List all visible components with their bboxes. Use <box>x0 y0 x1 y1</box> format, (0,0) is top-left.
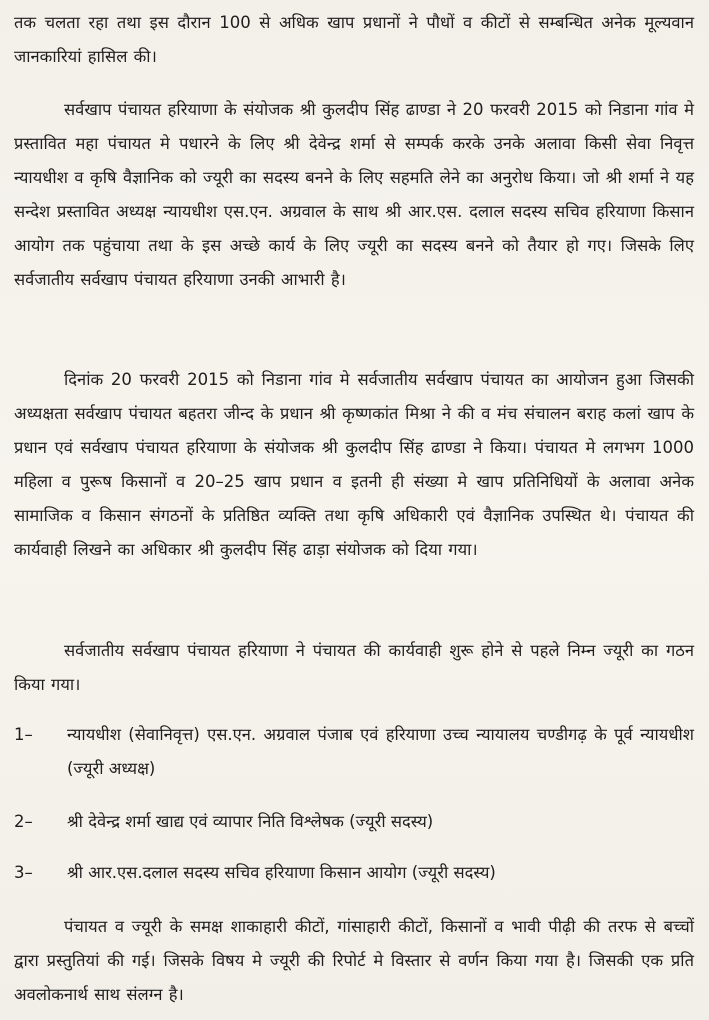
list-text: न्यायधीश (सेवानिवृत्त) एस.एन. अग्रवाल पंजाब एवं हरियाणा उच्च न्यायालय चण्डीगढ़ के पूर्व न्यायधीश (ज्यूरी अध्यक्ष) <box>67 725 694 778</box>
paragraph-text: सर्वजातीय सर्वखाप पंचायत हरियाणा ने पंचायत की कार्यवाही शुरू होने से पहले निम्न ज्यूरी का गठन किया गया। <box>14 641 694 694</box>
jury-list-item <box>14 805 694 839</box>
list-text: श्री आर.एस.दलाल सदस्य सचिव हरियाणा किसान आयोग (ज्यूरी सदस्य) <box>67 863 496 882</box>
list-number: 2– <box>14 812 33 831</box>
list-number: 3– <box>14 863 33 882</box>
paragraph-presentations <box>14 910 694 1012</box>
jury-list-item <box>14 856 694 890</box>
list-text: श्री देवेन्द्र शर्मा खाद्य एवं व्यापार निति विश्लेषक (ज्यूरी सदस्य) <box>67 812 434 831</box>
jury-list-item <box>14 718 694 786</box>
list-number: 1– <box>14 725 33 744</box>
paragraph-text: दिनांक 20 फरवरी 2015 को निडाना गांव मे सर्वजातीय सर्वखाप पंचायत का आयोजन हुआ जिसकी अध्यक्षता सर्वखाप पंचायत बहतरा जीन्द के प्रधान श्री कृष्णकांत मिश्रा ने की व मंच संचालन बराह कलां खाप के प्रधान एवं सर्वखाप पंचायत हरियाणा के संयोजक श्री कुलदीप सिंह ढाण्डा ने किया। पंचायत मे लगभग 1000 महिला व पुरूष किसानों व 20–25 खाप प्रधान व इतनी ही संख्या मे खाप प्रतिनिधियों के अलावा अनेक सामाजिक व किसान संगठनों के प्रतिष्ठित व्यक्ति तथा कृषि अधिकारी एवं वैज्ञानिक उपस्थित थे। पंचायत की कार्यवाही लिखने का अधिकार श्री कुलदीप सिंह ढाड़ा संयोजक को दिया गया। <box>14 370 694 559</box>
paragraph-jury-request <box>14 93 694 297</box>
paragraph-text: सर्वखाप पंचायत हरियाणा के संयोजक श्री कुलदीप सिंह ढाण्डा ने 20 फरवरी 2015 को निडाना गांव मे प्रस्तावित महा पंचायत मे पधारने के लिए श्री देवेन्द्र शर्मा से सम्पर्क करके उनके अलावा किसी सेवा निवृत्त न्यायधीश व कृषि वैज्ञानिक को ज्यूरी का सदस्य बनने के लिए सहमति लेने का अनुरोध किया। जो श्री शर्मा ने यह सन्देश प्रस्तावित अध्यक्ष न्यायधीश एस.एन. अग्रवाल के साथ श्री आर.एस. दलाल सदस्य सचिव हरियाणा किसान आयोग तक पहुंचाया तथा के इस अच्छे कार्य के लिए ज्यूरी का सदस्य बनने को तैयार हो गए। जिसके लिए सर्वजातीय सर्वखाप पंचायत हरियाणा उनकी आभारी है। <box>14 100 694 289</box>
paragraph-panchayat-event <box>14 363 694 567</box>
paragraph-text: पंचायत व ज्यूरी के समक्ष शाकाहारी कीटों, गांसाहारी कीटों, किसानों व भावी पीढ़ी की तरफ से बच्चों द्वारा प्रस्तुतियां की गई। जिसके विषय मे ज्यूरी की रिपोर्ट मे विस्तार से वर्णन किया गया है। जिसकी एक प्रति अवलोकनार्थ साथ संलग्न है। <box>14 917 694 1004</box>
paragraph-jury-formation <box>14 634 694 702</box>
paragraph-continuation <box>14 6 694 74</box>
paragraph-text: तक चलता रहा तथा इस दौरान 100 से अधिक खाप प्रधानों ने पौधों व कीटों से सम्बन्धित अनेक मूल्यवान जानकारियां हासिल की। <box>14 13 694 66</box>
